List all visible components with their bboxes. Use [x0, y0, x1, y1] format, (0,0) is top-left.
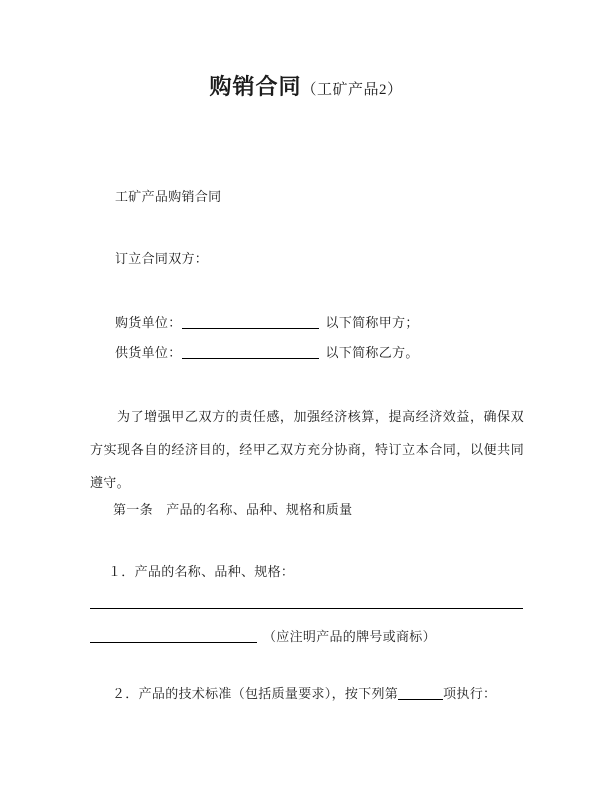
- article1-heading: 第一条 产品的名称、品种、规格和质量: [113, 502, 353, 517]
- seller-line: [115, 345, 419, 360]
- seller-suffix: 以下简称乙方。: [325, 345, 419, 360]
- preamble-paragraph: 为了增强甲乙双方的责任感，加强经济核算，提高经济效益，确保双方实现各自的经济目的，经甲乙双方充分协商，特订立本合同，以便共同遵守。: [90, 409, 524, 490]
- item2-suffix: 项执行：: [443, 686, 497, 701]
- seller-name-blank: [182, 346, 319, 359]
- seller-label: 供货单位：: [115, 345, 182, 360]
- title-main-text: 购销合同: [209, 74, 302, 99]
- brand-note-text: （应注明产品的牌号或商标）: [263, 629, 436, 644]
- article1-item1: １．产品的名称、品种、规格：: [108, 564, 295, 579]
- title-suffix-text: （工矿产品2）: [301, 82, 403, 98]
- buyer-label: 购货单位：: [115, 315, 182, 330]
- brand-note-line: [90, 629, 436, 644]
- brand-blank: [90, 630, 257, 643]
- item2-prefix: ２．产品的技术标准（包括质量要求），按下列第: [112, 686, 399, 701]
- buyer-line: [115, 315, 419, 330]
- item2-option-blank: [398, 687, 443, 700]
- product-name-blank-line: [90, 608, 523, 609]
- contract-heading: 工矿产品购销合同: [115, 189, 222, 204]
- article1-item2: [112, 686, 496, 701]
- buyer-name-blank: [182, 316, 319, 329]
- buyer-suffix: 以下简称甲方；: [325, 315, 419, 330]
- parties-intro: 订立合同双方：: [115, 251, 209, 266]
- document-title: [0, 70, 612, 101]
